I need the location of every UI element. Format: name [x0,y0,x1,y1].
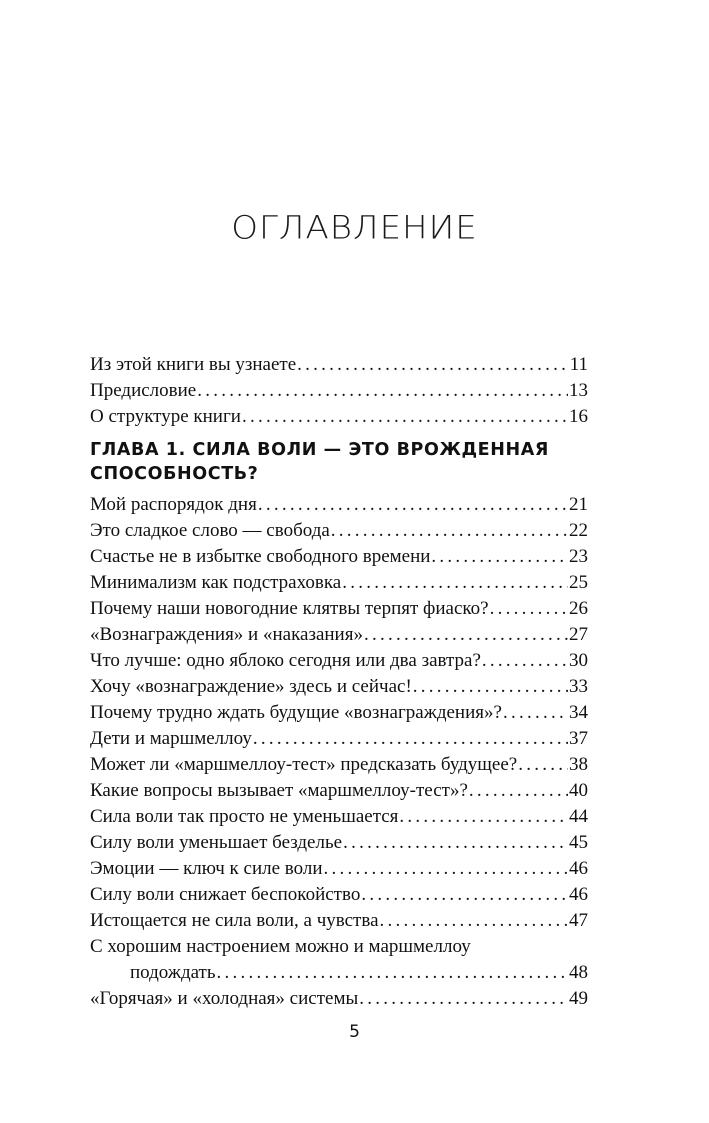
dot-leader [359,986,568,1012]
intro-entries [90,352,588,430]
toc-entry-page: 48 [569,962,588,983]
toc-entry-page: 26 [569,598,588,619]
toc-entry-page: 37 [569,728,588,749]
toc-entry[interactable] [90,674,588,700]
dot-leader [364,622,568,648]
toc-entry-page: 34 [569,702,588,723]
chapter-heading[interactable]: ГЛАВА 1. СИЛА ВОЛИ — ЭТО ВРОЖДЕННАЯ СПОСОБНОСТЬ? [90,440,549,484]
toc-entry[interactable] [90,570,588,596]
toc-entry-title: Почему трудно ждать будущие «вознаграждения»? [90,702,502,723]
dot-leader [242,404,568,430]
toc-entry-title: Может ли «маршмеллоу-тест» предсказать будущее? [90,754,518,775]
toc-entry-page: 46 [569,884,588,905]
dot-leader [258,492,568,518]
toc-entry-page: 40 [569,780,588,801]
toc-entry-page: 25 [569,572,588,593]
toc-entry-title: Какие вопросы вызывает «маршмеллоу-тест»? [90,780,468,801]
table-of-contents [90,352,588,1012]
toc-entry-title: Предисловие [90,380,197,401]
dot-leader [197,378,568,404]
toc-entry[interactable] [90,804,588,830]
page-number: 5 [349,1022,360,1042]
toc-entry[interactable] [90,700,588,726]
dot-leader [490,596,568,622]
toc-entry[interactable] [90,830,588,856]
toc-entry-page: 23 [569,546,588,567]
toc-entry-title: Дети и маршмеллоу [90,728,252,749]
toc-entry[interactable] [90,882,588,908]
dot-leader [469,778,568,804]
toc-entry[interactable] [90,778,588,804]
toc-entry-page: 22 [569,520,588,541]
dot-leader [217,960,568,986]
toc-entry[interactable] [90,518,588,544]
toc-entry-page: 33 [569,676,588,697]
toc-entry-title: Силу воли снижает беспокойство [90,884,361,905]
toc-entry[interactable] [90,752,588,778]
toc-entry[interactable] [90,404,588,430]
toc-entry-title: Хочу «вознаграждение» здесь и сейчас! [90,676,412,697]
toc-entry-page: 46 [569,858,588,879]
toc-entry-page: 30 [569,650,588,671]
page-title: ОГЛАВЛЕНИЕ [231,209,478,247]
toc-entry-page: 47 [569,910,588,931]
dot-leader [324,856,568,882]
toc-entry-title: Истощается не сила воли, а чувства [90,910,379,931]
toc-entry-page: 13 [569,380,588,401]
toc-entry-title: «Горячая» и «холодная» системы [90,988,359,1009]
toc-entry-title: Счастье не в избытке свободного времени [90,546,431,567]
toc-entry-title: «Вознаграждения» и «наказания» [90,624,363,645]
dot-leader [518,752,568,778]
toc-entry-title: О структуре книги [90,406,241,427]
toc-entry-title: Почему наши новогодние клятвы терпят фиаско? [90,598,489,619]
dot-leader [380,908,568,934]
dot-leader [413,674,568,700]
toc-entry[interactable] [90,856,588,882]
toc-entry-page: 44 [569,806,588,827]
toc-entry-page: 27 [569,624,588,645]
toc-entry[interactable] [90,596,588,622]
dot-leader [503,700,568,726]
toc-entry-title-continued: подождать [130,962,216,983]
toc-entry-title: Это сладкое слово — свобода [90,520,330,541]
toc-entry[interactable] [90,908,588,934]
toc-entry-title: Мой распорядок дня [90,494,257,515]
toc-entry-title: Эмоции — ключ к силе воли [90,858,323,879]
toc-entry-page: 45 [569,832,588,853]
toc-entry-page: 16 [569,406,588,427]
toc-entry[interactable] [90,622,588,648]
toc-entry-page: 38 [569,754,588,775]
chapter-entries [90,492,588,1012]
toc-entry[interactable] [90,378,588,404]
toc-entry-title: Минимализм как подстраховка [90,572,342,593]
dot-leader [482,648,568,674]
toc-entry-line [90,934,588,960]
toc-entry[interactable] [90,352,588,378]
toc-entry-page: 11 [569,354,588,375]
dot-leader [253,726,568,752]
toc-entry[interactable] [90,648,588,674]
toc-entry[interactable] [90,492,588,518]
toc-entry-page: 21 [569,494,588,515]
dot-leader [399,804,568,830]
dot-leader [297,352,569,378]
toc-entry-title: Что лучше: одно яблоко сегодня или два завтра? [90,650,481,671]
toc-entry-title: Силу воли уменьшает безделье [90,832,343,853]
toc-entry[interactable] [90,726,588,752]
dot-leader [431,544,568,570]
dot-leader [343,830,568,856]
toc-entry[interactable] [90,986,588,1012]
toc-entry-title: Сила воли так просто не уменьшается [90,806,399,827]
toc-entry[interactable] [90,544,588,570]
dot-leader [342,570,568,596]
toc-entry-multiline[interactable] [90,934,588,986]
toc-entry-line [90,960,588,986]
toc-entry-title: Из этой книги вы узнаете [90,354,297,375]
toc-entry-title: С хорошим настроением можно и маршмеллоу [90,936,471,957]
dot-leader [331,518,568,544]
toc-entry-page: 49 [569,988,588,1009]
dot-leader [361,882,568,908]
